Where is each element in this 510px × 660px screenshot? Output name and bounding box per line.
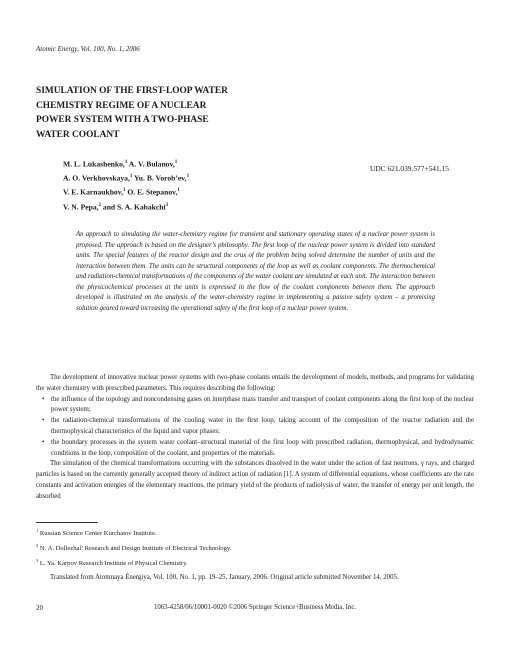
affiliation-mark: 1 (129, 174, 133, 180)
footnote-divider (36, 522, 98, 523)
footnote (36, 555, 231, 570)
author-name: M. L. Lukashenko, (63, 159, 125, 169)
footnotes (36, 525, 231, 571)
title-line: SIMULATION OF THE FIRST-LOOP WATER (36, 86, 228, 96)
body-text (36, 373, 474, 503)
author-name: Yu. B. Vorob’ev, (132, 173, 187, 183)
list-item (36, 438, 474, 460)
title-line: WATER COOLANT (36, 129, 120, 140)
list-item-text: the radiation-chemical transformations of the cooling water in the first loop, taking account of the composition of the reactor radiation and the thermophysical characteristics of the liquid and vapor phases; (51, 417, 474, 435)
affiliation-mark: 3 (165, 202, 169, 208)
page-number: 20 (36, 604, 43, 612)
list-item-text: the boundary processes in the system water coolant–structural material of the first loop with prescribed radiation, thermophysical, and hydrodynamic conditions in the loop, composition of the coolant, and properties of the materials. (51, 438, 474, 457)
footnote-text: N. A. Dollezhal’ Research and Design Institute of Electrical Technology. (38, 545, 232, 553)
list-item (36, 416, 474, 438)
affiliation-mark: 1 (123, 188, 126, 194)
bullet-list (36, 395, 474, 460)
footnote-mark: 1 (36, 528, 39, 533)
abstract: An approach to simulating the water-chemistry regime for transient and stationary operating states of a nuclear power system is proposed. The approach is based on the designer’s philosophy. The first loop of the nuclear power system is divided into standard units. The special features of the reactor design and the crux of the problem being solved determine the number of units and the interaction between them. The units can be structural components of the loop as well as coolant components. The thermochemical and radiation-chemical transformations of the components of the water coolant are simulated at each unit. The interaction between the physicochemical processes at the units is expressed in the flow of the coolant components between them. The approach developed is illustrated on the analysis of the water-chemistry regime in implementing a passive safety system – a promising solution geared toward increasing the operational safety of the first loop of a nuclear power system. (76, 231, 435, 312)
udc-code: UDC 621.039.577+541.15 (370, 164, 449, 173)
affiliation-mark: 1 (186, 174, 190, 180)
footnote (36, 525, 231, 540)
journal-citation: Atomic Energy, Vol. 100, No. 1, 2006 (36, 45, 140, 53)
author-line (63, 171, 189, 185)
affiliation-mark: 1 (177, 188, 180, 194)
footnote-mark: 2 (36, 543, 39, 549)
list-item-text: the influence of the topology and noncondensing gases on interphase mass transfer and transport of coolant components along the first loop of the nuclear power system; (51, 395, 474, 414)
footnote-mark: 3 (36, 558, 39, 564)
author-list (63, 157, 189, 214)
article-title (36, 84, 336, 142)
paragraph: The simulation of the chemical transformations occurring with the substances dissolved in the water under the action of fast neutrons, γ rays, and charged particles is based on the currently generally accepted theory of indirect action of radiation [1]. A system of differential equations, whose coefficients are the rate constants and activation energies of the elementary reactions, the primary yield of the products of radiolysis of water, the transfer of energy per unit length, the absorbed (36, 460, 474, 500)
footnote-text: Russian Science Center Kurchatov Institute. (38, 530, 157, 538)
author-name: O. E. Stepanov, (125, 188, 178, 197)
affiliation-mark: 1 (124, 160, 128, 165)
author-name: A. O. Verkhovskaya, (63, 173, 130, 183)
author-line (63, 200, 189, 214)
bullet-icon: • (42, 417, 45, 425)
affiliation-mark: 1 (174, 160, 178, 165)
bullet-icon: • (42, 395, 45, 403)
bullet-icon: • (42, 438, 45, 446)
title-line: POWER SYSTEM WITH A TWO-PHASE (36, 115, 209, 125)
author-name: V. N. Pepa, (63, 202, 99, 212)
author-line (63, 185, 189, 199)
footnote (36, 540, 231, 555)
title-line: CHEMISTRY REGIME OF A NUCLEAR (36, 100, 207, 111)
author-name: and S. A. Kabakchi (101, 202, 166, 212)
author-name: A. V. Bulanov, (127, 159, 175, 169)
copyright-line: 1063-4258/06/10001-0020 ©2006 Springer Science+Business Media, Inc. (153, 604, 357, 611)
author-line (63, 157, 189, 171)
translation-note: Translated from Atomnaya Énergiya, Vol. 100, No. 1, pp. 19–25, January, 2006. Original article submitted November 14, 2005. (50, 574, 399, 581)
affiliation-mark: 2 (98, 202, 102, 208)
list-item (36, 395, 474, 417)
paragraph: The development of innovative nuclear power systems with two-phase coolants entails the development of models, methods, and programs for validating the water chemistry with prescribed parameters. This requires describing the following: (36, 374, 474, 392)
author-name: V. E. Karnaukhov, (63, 188, 123, 197)
footnote-text: L. Ya. Karpov Research Institute of Physical Chemistry. (38, 560, 188, 568)
